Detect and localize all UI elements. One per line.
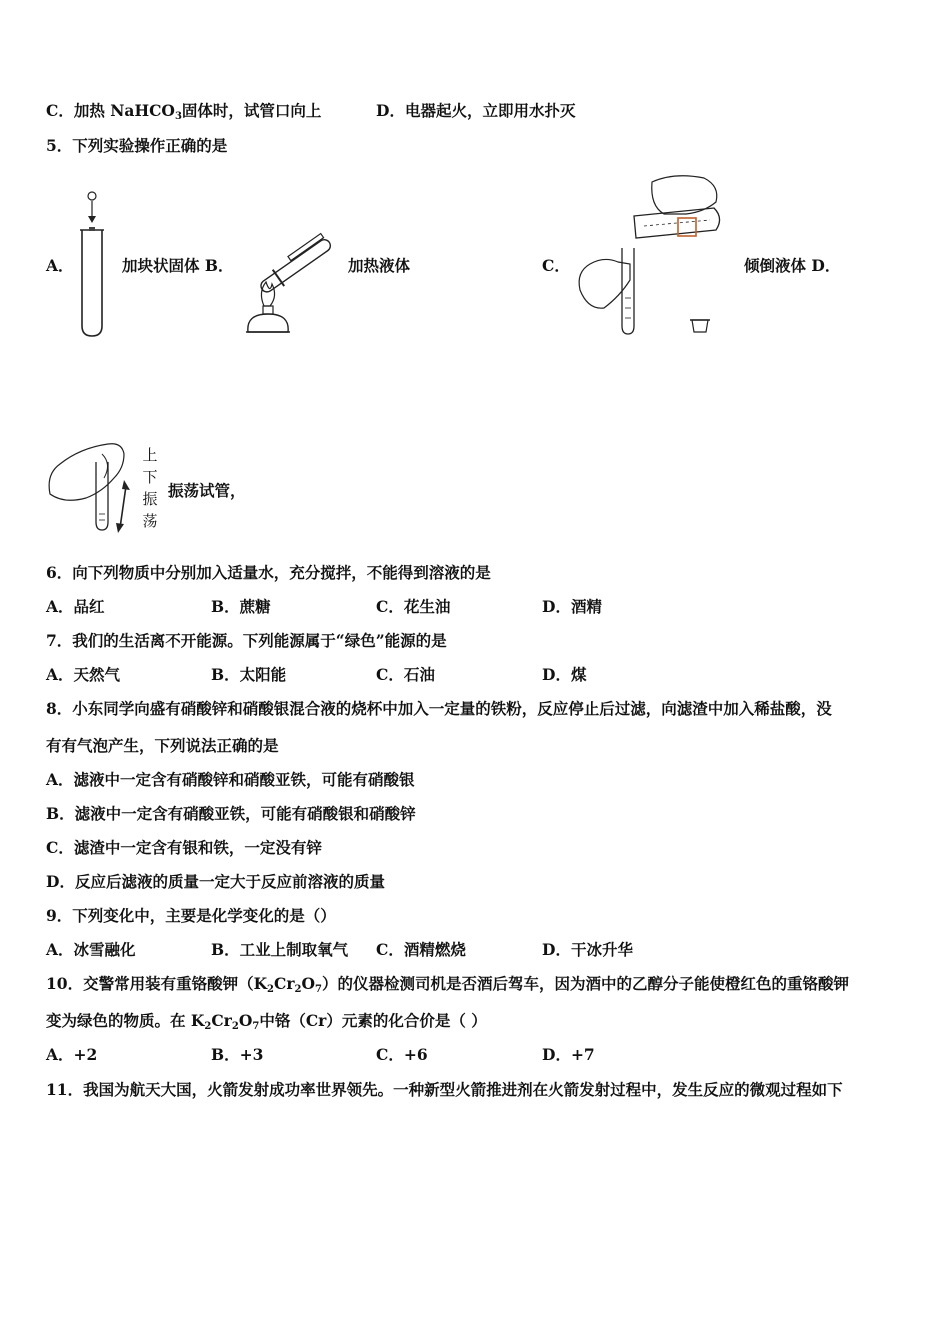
q4-option-d: D．电器起火，立即用水扑灭 <box>376 101 576 120</box>
q10-option-d: D．+7 <box>542 1045 595 1064</box>
test-tube-solid-figure <box>74 190 110 340</box>
q7-stem: 7．我们的生活离不开能源。下列能源属于“绿色”能源的是 <box>46 631 447 650</box>
q8-option-d: D．反应后滤液的质量一定大于反应前溶液的质量 <box>46 872 385 891</box>
q5-option-b-caption: 加热液体 <box>348 256 411 275</box>
q10-stem-line2: 变为绿色的物质。在 $K_2Cr_2O_7$中铬（Cr）元素的化合价是（ ） <box>46 1011 487 1032</box>
q5-option-a-letter: A． <box>46 256 74 275</box>
q9-stem: 9．下列变化中，主要是化学变化的是（） <box>46 906 336 925</box>
q9-option-d: D．干冰升华 <box>542 940 633 959</box>
pouring-liquid-figure <box>574 168 734 340</box>
q8-stem-line1: 8．小东同学向盛有硝酸锌和硝酸银混合液的烧杯中加入一定量的铁粉，反应停止后过滤，向滤渣中加入稀盐酸，没 <box>46 699 832 718</box>
q5-option-c-caption: 倾倒液体 D． <box>744 256 841 275</box>
q5-option-c-letter: C． <box>542 256 570 275</box>
q9-option-b: B．工业上制取氧气 <box>211 940 349 959</box>
q7-option-d: D．煤 <box>542 665 587 684</box>
q10-option-c: C．+6 <box>376 1045 428 1064</box>
q6-option-d: D．酒精 <box>542 597 602 616</box>
q8-option-b: B．滤液中一定含有硝酸亚铁，可能有硝酸银和硝酸锌 <box>46 804 416 823</box>
q7-option-b: B．太阳能 <box>211 665 287 684</box>
q11-stem: 11．我国为航天大国，火箭发射成功率世界领先。一种新型火箭推进剂在火箭发射过程中，发生反应的微观过程如下 <box>46 1080 843 1099</box>
q8-option-a: A．滤液中一定含有硝酸锌和硝酸亚铁，可能有硝酸银 <box>46 770 415 789</box>
q4-option-c: C．加热 NaHCO$_3$固体时，试管口向上 <box>46 101 322 122</box>
q6-option-a: A．品红 <box>46 597 105 616</box>
q6-option-c: C．花生油 <box>376 597 451 616</box>
q7-option-a: A．天然气 <box>46 665 121 684</box>
q5-stem: 5．下列实验操作正确的是 <box>46 136 228 155</box>
q7-option-c: C．石油 <box>376 665 435 684</box>
q10-option-b: B．+3 <box>211 1045 264 1064</box>
q10-stem-line1: 10．交警常用装有重铬酸钾$(K_2Cr_2O_7)$的仪器检测司机是否酒后驾车，因为酒中的乙醇分子能使橙红色的重铬酸钾 <box>46 974 849 995</box>
q5-option-a-caption: 加块状固体 B． <box>122 256 234 275</box>
q8-option-c: C．滤渣中一定含有银和铁，一定没有锌 <box>46 838 322 857</box>
shake-direction-label: 上 下 振 荡 <box>142 446 158 530</box>
q10-option-a: A．+2 <box>46 1045 98 1064</box>
q8-stem-line2: 有有气泡产生，下列说法正确的是 <box>46 736 279 755</box>
q9-option-a: A．冰雪融化 <box>46 940 136 959</box>
q9-option-c: C．酒精燃烧 <box>376 940 466 959</box>
q6-stem: 6．向下列物质中分别加入适量水，充分搅拌，不能得到溶液的是 <box>46 563 491 582</box>
heating-liquid-figure <box>236 228 346 340</box>
q6-option-b: B．蔗糖 <box>211 597 271 616</box>
q5-option-d-caption: 振荡试管， <box>168 481 246 500</box>
